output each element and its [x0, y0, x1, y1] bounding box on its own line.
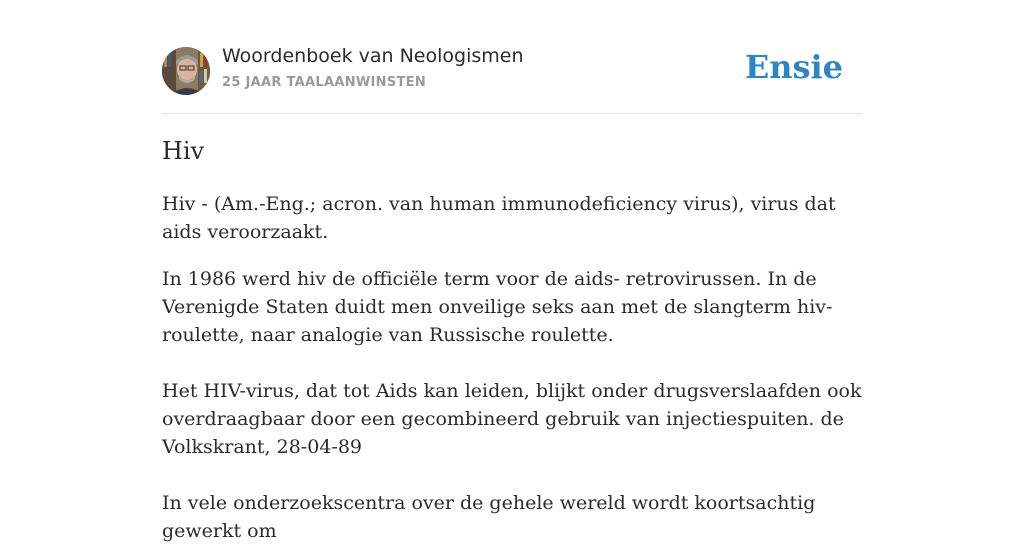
- paragraph-history: In 1986 werd hiv de officiële term voor de aids- retrovirussen. In de Verenigde Staten duidt men onveilige seks aan met de slangterm hiv-roulette, naar analogie van Russische roulette.: [162, 268, 833, 346]
- author-portrait-icon: [162, 47, 210, 95]
- page-title: Hiv: [162, 137, 205, 165]
- paragraph-definition: Hiv - (Am.-Eng.; acron. van human immunodeficiency virus), virus dat aids veroorzaakt.: [162, 193, 836, 243]
- header: [162, 0, 862, 114]
- page-container: [162, 0, 862, 542]
- author-name[interactable]: Woordenboek van Neologismen: [222, 45, 524, 67]
- paragraph-continuation: In vele onderzoekscentra over de gehele wereld wordt koortsachtig gewerkt om: [162, 492, 816, 542]
- author-avatar[interactable]: [162, 47, 210, 95]
- paragraph-quote: Het HIV-virus, dat tot Aids kan leiden, blijkt onder drugsverslaafden ook overdraagbaar door een gecombineerd gebruik van injectiespuiten. de Volkskrant, 28-04-89: [162, 380, 862, 458]
- author-subtitle: 25 JAAR TAALAANWINSTEN: [222, 75, 427, 90]
- ensie-logo-link[interactable]: Ensie: [744, 48, 843, 86]
